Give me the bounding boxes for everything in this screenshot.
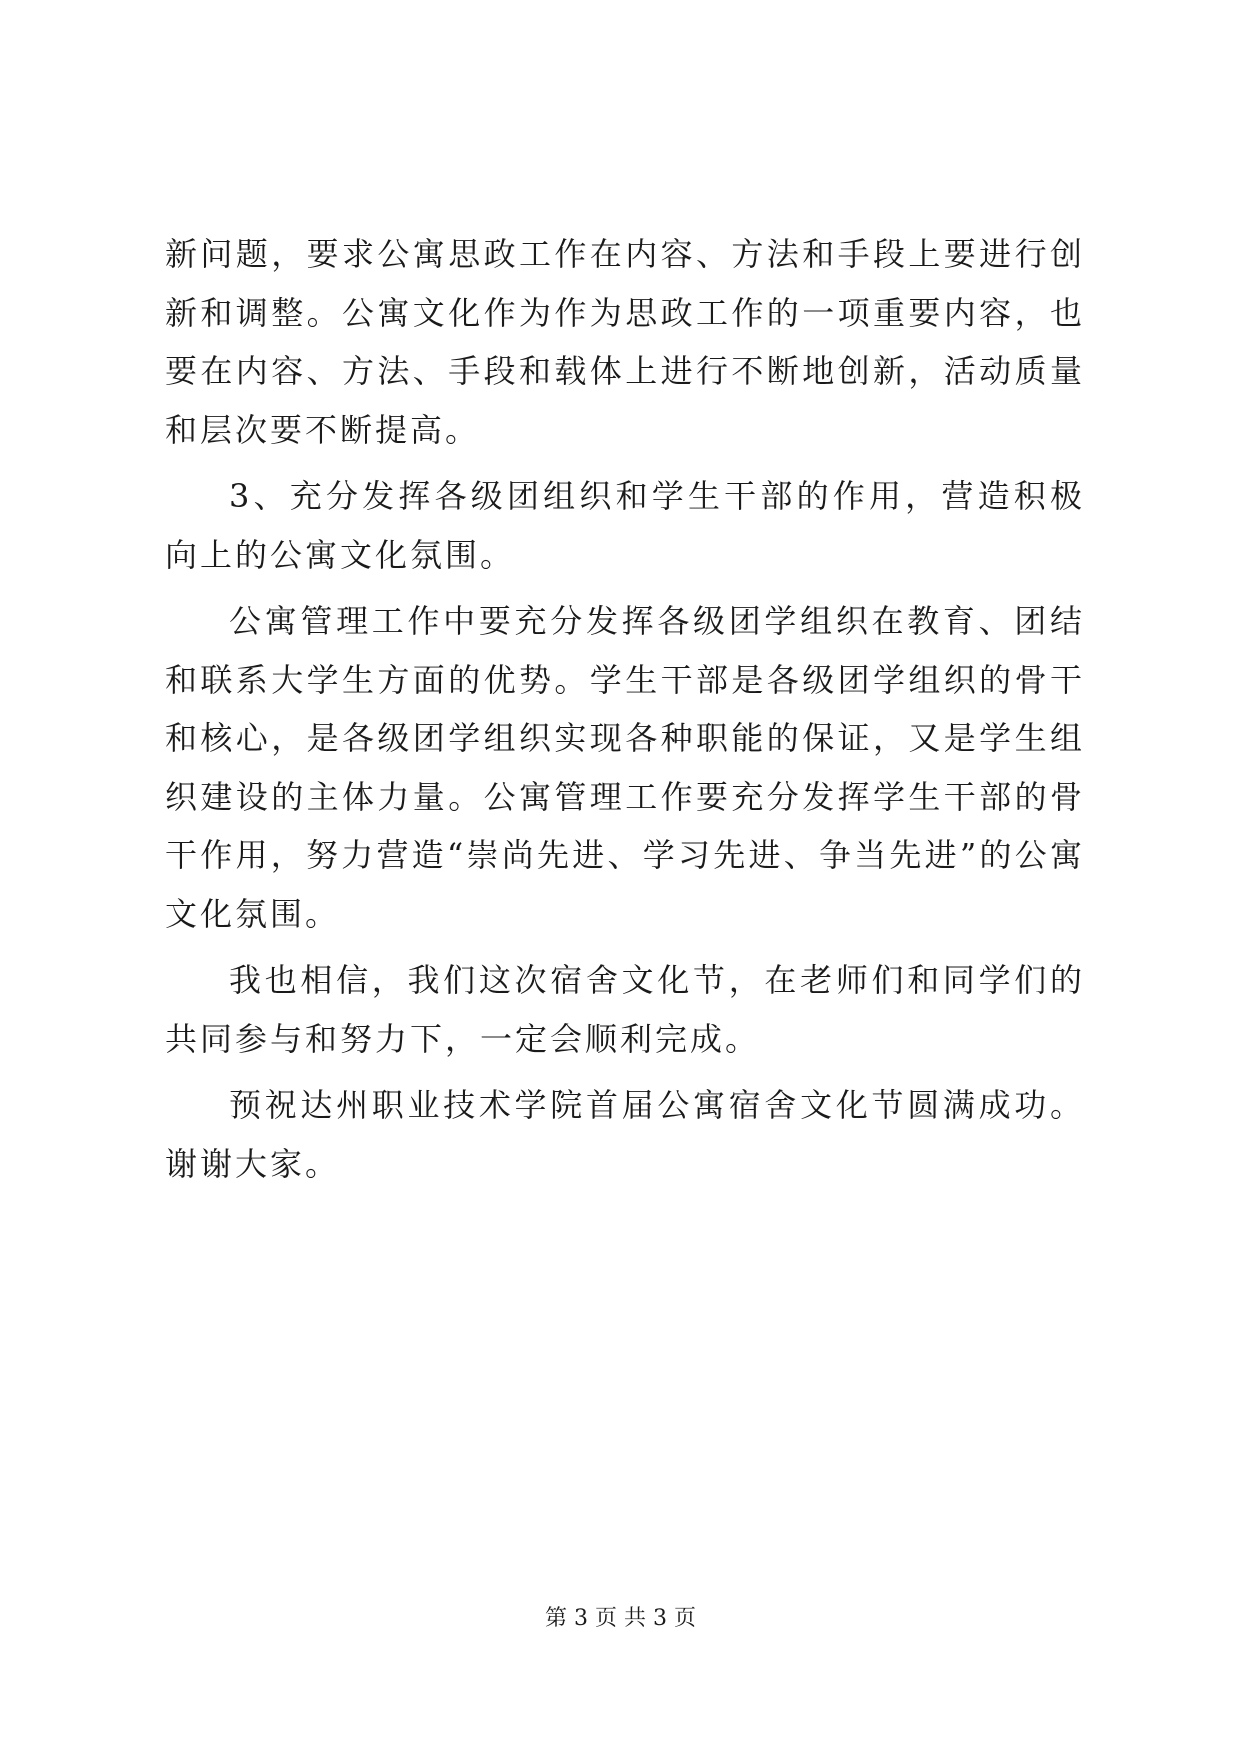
paragraph-continued: 新问题，要求公寓思政工作在内容、方法和手段上要进行创新和调整。公寓文化作为作为思政工作的一项重要内容，也要在内容、方法、手段和载体上进行不断地创新，活动质量和层次要不断提高。 [165,235,1085,449]
paragraph: 预祝达州职业技术学院首届公寓宿舍文化节圆满成功。谢谢大家。 [165,1086,1085,1183]
paragraph-section-heading: 3、充分发挥各级团组织和学生干部的作用，营造积极向上的公寓文化氛围。 [165,477,1085,574]
paragraph: 我也相信，我们这次宿舍文化节，在老师们和同学们的共同参与和努力下，一定会顺利完成。 [165,961,1085,1058]
paragraph: 公寓管理工作中要充分发挥各级团学组织在教育、团结和联系大学生方面的优势。学生干部是各级团学组织的骨干和核心，是各级团学组织实现各种职能的保证，又是学生组织建设的主体力量。公寓管理工作要充分发挥学生干部的骨干作用，努力营造“崇尚先进、学习先进、争当先进”的公寓文化氛围。 [165,602,1085,933]
page-number-footer: 第 3 页 共 3 页 [545,1606,696,1631]
document-body [165,225,1085,1201]
